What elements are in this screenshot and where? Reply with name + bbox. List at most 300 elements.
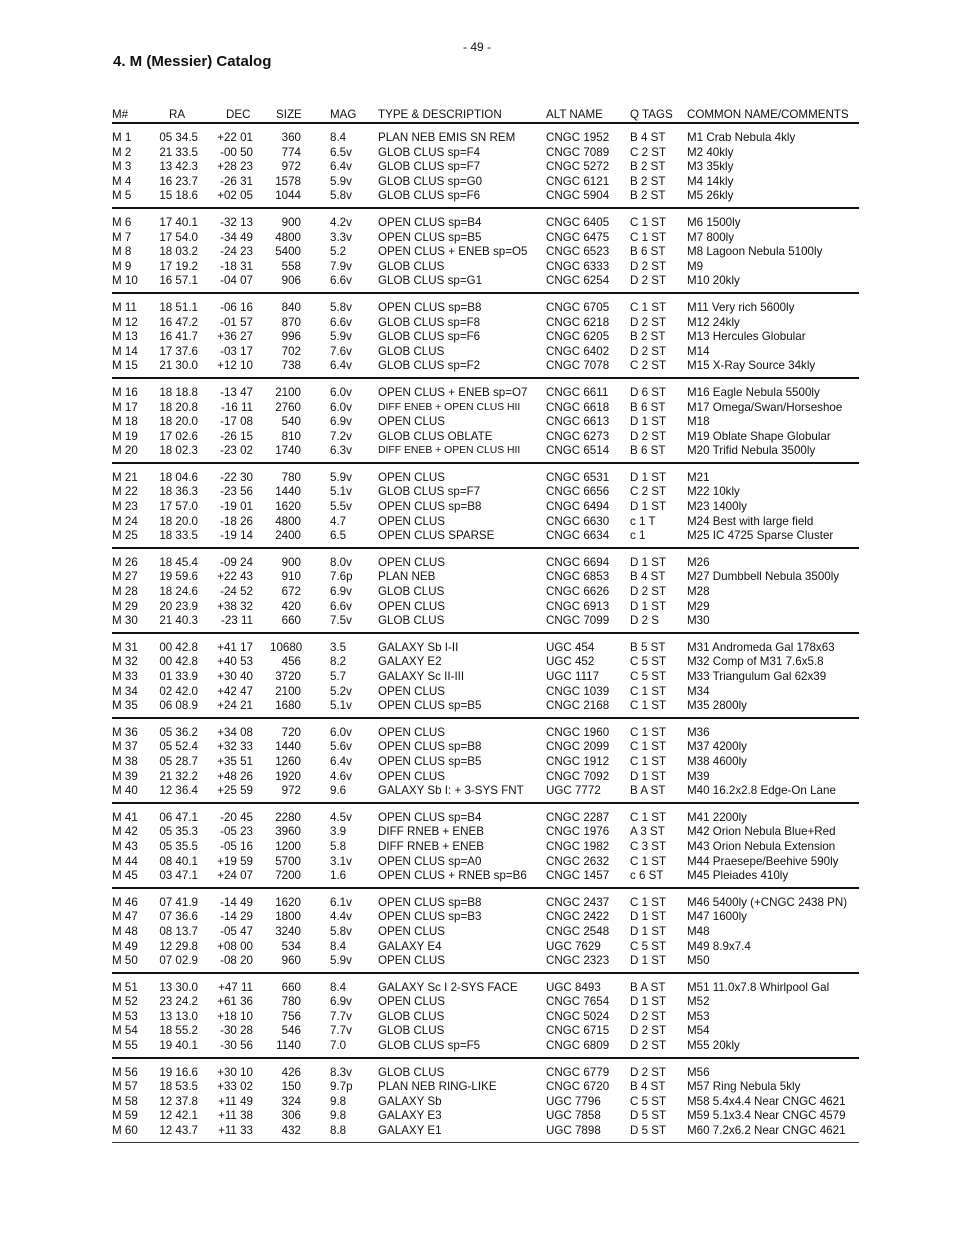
- cell-size: 3720: [275, 670, 301, 683]
- cell-type: GLOB CLUS: [378, 614, 445, 628]
- cell-ra: 17 57.0: [159, 500, 198, 514]
- cell-ra: 18 53.5: [159, 1080, 198, 1094]
- cell-mag: 8.4: [330, 939, 347, 953]
- table-group: [112, 1059, 859, 1143]
- cell-common-name: M29: [687, 599, 710, 613]
- cell-m-number: M 2: [112, 145, 132, 159]
- cell-ra: 05 35.5: [159, 839, 198, 853]
- cell-size: 972: [281, 784, 301, 798]
- table-row: [112, 444, 859, 459]
- cell-ra: 07 36.6: [159, 910, 198, 924]
- cell-type: DIFF RNEB + ENEB: [378, 825, 484, 839]
- cell-size: 870: [281, 315, 301, 329]
- cell-mag: 5.7: [330, 670, 347, 683]
- cell-m-number: M 8: [112, 245, 132, 259]
- cell-q-tags: B 4 ST: [630, 131, 666, 144]
- cell-type: GALAXY E4: [378, 939, 442, 953]
- cell-alt-name: CNGC 6809: [546, 1039, 610, 1053]
- table-row: [112, 175, 859, 190]
- cell-ra: 06 08.9: [159, 699, 198, 713]
- table-row: [112, 995, 859, 1010]
- cell-dec: +28 23: [217, 160, 253, 174]
- cell-m-number: M 53: [112, 1009, 138, 1023]
- cell-dec: -09 24: [220, 555, 253, 569]
- cell-type: OPEN CLUS sp=B5: [378, 754, 482, 768]
- cell-q-tags: C 1 ST: [630, 740, 667, 754]
- cell-dec: +48 26: [217, 769, 253, 783]
- header-alt-name: ALT NAME: [546, 108, 603, 121]
- table-row: [112, 1066, 859, 1081]
- cell-m-number: M 38: [112, 754, 138, 768]
- cell-q-tags: C 1 ST: [630, 215, 667, 229]
- cell-ra: 23 24.2: [159, 995, 198, 1009]
- cell-ra: 12 36.4: [159, 784, 198, 798]
- cell-type: GLOB CLUS sp=G0: [378, 174, 483, 188]
- cell-q-tags: C 1 ST: [630, 684, 667, 698]
- cell-m-number: M 35: [112, 699, 138, 713]
- cell-q-tags: C 1 ST: [630, 810, 667, 824]
- table-row: [112, 216, 859, 231]
- cell-m-number: M 43: [112, 839, 138, 853]
- table-row: [112, 699, 859, 714]
- cell-common-name: M3 35kly: [687, 160, 734, 174]
- table-group: [112, 124, 859, 209]
- cell-size: 534: [281, 939, 301, 953]
- cell-q-tags: C 1 ST: [630, 754, 667, 768]
- cell-type: OPEN CLUS: [378, 725, 446, 739]
- cell-common-name: M46 5400ly (+CNGC 2438 PN): [687, 895, 848, 909]
- cell-common-name: M28: [687, 585, 710, 599]
- cell-type: GLOB CLUS: [378, 1024, 445, 1038]
- cell-common-name: M60 7.2x6.2 Near CNGC 4621: [687, 1124, 846, 1138]
- cell-common-name: M33 Triangulum Gal 62x39: [687, 670, 827, 683]
- cell-mag: 4.4v: [330, 910, 352, 924]
- cell-q-tags: D 1 ST: [630, 415, 667, 429]
- cell-common-name: M41 2200ly: [687, 810, 747, 824]
- cell-dec: -01 57: [220, 315, 253, 329]
- table-row: [112, 910, 859, 925]
- cell-q-tags: B A ST: [630, 784, 666, 798]
- cell-alt-name: UGC 7629: [546, 939, 601, 953]
- cell-size: 1044: [275, 189, 301, 203]
- cell-alt-name: CNGC 6254: [546, 274, 610, 288]
- cell-type: PLAN NEB RING-LIKE: [378, 1080, 497, 1094]
- cell-ra: 00 42.8: [159, 640, 198, 654]
- cell-common-name: M6 1500ly: [687, 215, 741, 229]
- cell-size: 3960: [275, 825, 301, 839]
- cell-type: GALAXY E2: [378, 655, 442, 669]
- cell-m-number: M 52: [112, 995, 138, 1009]
- cell-common-name: M31 Andromeda Gal 178x63: [687, 640, 835, 654]
- cell-dec: -19 01: [220, 500, 253, 514]
- cell-dec: +18 10: [217, 1009, 253, 1023]
- cell-q-tags: B 2 ST: [630, 330, 666, 344]
- table-row: [112, 556, 859, 571]
- cell-alt-name: CNGC 6618: [546, 400, 610, 414]
- cell-q-tags: D 2 ST: [630, 1065, 667, 1079]
- cell-dec: -32 13: [220, 215, 253, 229]
- cell-mag: 5.2: [330, 245, 347, 259]
- cell-type: OPEN CLUS sp=A0: [378, 854, 482, 868]
- cell-size: 2400: [275, 529, 301, 543]
- cell-size: 1620: [275, 895, 301, 909]
- cell-alt-name: CNGC 2422: [546, 910, 610, 924]
- cell-ra: 06 47.1: [159, 810, 198, 824]
- cell-m-number: M 10: [112, 274, 138, 288]
- cell-common-name: M20 Trifid Nebula 3500ly: [687, 444, 816, 458]
- table-row: [112, 954, 859, 969]
- cell-alt-name: CNGC 6205: [546, 330, 610, 344]
- cell-q-tags: C 5 ST: [630, 655, 667, 669]
- cell-type: GLOB CLUS: [378, 1009, 445, 1023]
- cell-common-name: M26: [687, 555, 710, 569]
- header-mag: MAG: [330, 108, 357, 121]
- cell-m-number: M 16: [112, 385, 138, 399]
- cell-alt-name: UGC 1117: [546, 670, 600, 683]
- cell-mag: 7.5v: [330, 614, 352, 628]
- table-row: [112, 401, 859, 416]
- cell-size: 900: [281, 215, 301, 229]
- cell-common-name: M23 1400ly: [687, 500, 747, 514]
- cell-type: GLOB CLUS OBLATE: [378, 429, 493, 443]
- cell-ra: 16 57.1: [159, 274, 198, 288]
- cell-size: 996: [281, 330, 301, 344]
- cell-dec: -18 26: [220, 514, 253, 528]
- cell-size: 306: [281, 1109, 301, 1123]
- cell-size: 660: [281, 980, 301, 994]
- cell-ra: 08 13.7: [159, 924, 198, 938]
- cell-type: OPEN CLUS: [378, 555, 446, 569]
- cell-dec: +24 07: [217, 869, 253, 883]
- cell-type: GALAXY E1: [378, 1124, 442, 1138]
- cell-common-name: M51 11.0x7.8 Whirlpool Gal: [687, 980, 830, 994]
- cell-size: 360: [281, 131, 301, 144]
- cell-ra: 13 13.0: [159, 1009, 198, 1023]
- cell-mag: 5.1v: [330, 699, 352, 713]
- cell-ra: 13 30.0: [159, 980, 198, 994]
- cell-size: 1920: [275, 769, 301, 783]
- cell-m-number: M 49: [112, 939, 138, 953]
- table-row: [112, 386, 859, 401]
- table-row: [112, 231, 859, 246]
- cell-m-number: M 59: [112, 1109, 138, 1123]
- cell-dec: +35 51: [217, 754, 253, 768]
- cell-ra: 18 02.3: [159, 444, 198, 458]
- cell-alt-name: CNGC 6402: [546, 344, 610, 358]
- cell-mag: 8.0v: [330, 555, 352, 569]
- cell-size: 558: [281, 259, 301, 273]
- cell-mag: 3.9: [330, 825, 347, 839]
- cell-alt-name: CNGC 6626: [546, 585, 610, 599]
- cell-dec: +22 43: [217, 570, 253, 584]
- cell-m-number: M 44: [112, 854, 138, 868]
- cell-common-name: M13 Hercules Globular: [687, 330, 806, 344]
- cell-m-number: M 19: [112, 429, 138, 443]
- cell-common-name: M52: [687, 995, 710, 1009]
- cell-q-tags: c 1 T: [630, 514, 656, 528]
- cell-dec: +40 53: [217, 655, 253, 669]
- cell-m-number: M 20: [112, 444, 138, 458]
- table-row: [112, 316, 859, 331]
- cell-common-name: M9: [687, 259, 704, 273]
- cell-common-name: M56: [687, 1065, 710, 1079]
- cell-common-name: M11 Very rich 5600ly: [687, 300, 795, 314]
- cell-dec: +42 47: [217, 684, 253, 698]
- cell-dec: -17 08: [220, 415, 253, 429]
- cell-size: 702: [281, 344, 301, 358]
- table-group: [112, 634, 859, 719]
- cell-ra: 18 20.8: [159, 400, 198, 414]
- cell-mag: 4.5v: [330, 810, 352, 824]
- cell-dec: +30 40: [217, 670, 253, 683]
- cell-dec: -14 29: [220, 910, 253, 924]
- table-row: [112, 869, 859, 884]
- cell-alt-name: UGC 7898: [546, 1124, 601, 1138]
- cell-m-number: M 39: [112, 769, 138, 783]
- table-row: [112, 1010, 859, 1025]
- cell-alt-name: CNGC 6273: [546, 429, 610, 443]
- table-group: [112, 464, 859, 549]
- cell-size: 960: [281, 954, 301, 968]
- cell-common-name: M55 20kly: [687, 1039, 740, 1053]
- cell-mag: 5.1v: [330, 485, 352, 499]
- cell-mag: 6.1v: [330, 895, 352, 909]
- cell-m-number: M 31: [112, 640, 138, 654]
- cell-size: 840: [281, 300, 301, 314]
- table-row: [112, 471, 859, 486]
- cell-alt-name: CNGC 6405: [546, 215, 610, 229]
- cell-dec: -23 02: [220, 444, 253, 458]
- cell-size: 2760: [275, 400, 301, 414]
- cell-dec: +24 21: [217, 699, 253, 713]
- cell-dec: -30 56: [220, 1039, 253, 1053]
- cell-mag: 7.6v: [330, 344, 352, 358]
- cell-common-name: M40 16.2x2.8 Edge-On Lane: [687, 784, 836, 798]
- header-common-name: COMMON NAME/COMMENTS: [687, 108, 849, 121]
- cell-common-name: M22 10kly: [687, 485, 740, 499]
- cell-alt-name: CNGC 6475: [546, 230, 610, 244]
- cell-ra: 05 35.3: [159, 825, 198, 839]
- cell-q-tags: B 2 ST: [630, 160, 666, 174]
- cell-size: 3240: [275, 924, 301, 938]
- table-group: [112, 294, 859, 379]
- cell-alt-name: CNGC 5904: [546, 189, 610, 203]
- cell-common-name: M45 Pleiades 410ly: [687, 869, 789, 883]
- cell-dec: +11 33: [218, 1124, 253, 1138]
- cell-mag: 4.2v: [330, 215, 352, 229]
- table-header: [112, 107, 859, 124]
- table-row: [112, 740, 859, 755]
- cell-common-name: M14: [687, 344, 710, 358]
- cell-q-tags: B 6 ST: [630, 444, 666, 458]
- cell-ra: 02 42.0: [159, 684, 198, 698]
- cell-type: OPEN CLUS sp=B5: [378, 699, 482, 713]
- header-dec: DEC: [226, 108, 251, 121]
- cell-common-name: M53: [687, 1009, 710, 1023]
- cell-q-tags: D 2 ST: [630, 429, 667, 443]
- header-ra: RA: [169, 108, 186, 121]
- table-row: [112, 685, 859, 700]
- cell-size: 672: [281, 585, 301, 599]
- cell-alt-name: CNGC 1960: [546, 725, 610, 739]
- cell-common-name: M38 4600ly: [687, 754, 747, 768]
- cell-mag: 7.9v: [330, 259, 352, 273]
- cell-size: 420: [281, 599, 301, 613]
- cell-size: 2100: [275, 684, 301, 698]
- cell-q-tags: D 6 ST: [630, 385, 667, 399]
- cell-m-number: M 14: [112, 344, 138, 358]
- cell-dec: -18 31: [220, 259, 253, 273]
- cell-alt-name: CNGC 6514: [546, 444, 610, 458]
- cell-type: GLOB CLUS sp=F6: [378, 330, 481, 344]
- table-row: [112, 755, 859, 770]
- cell-mag: 6.0v: [330, 725, 352, 739]
- cell-size: 7200: [275, 869, 301, 883]
- cell-common-name: M18: [687, 415, 710, 429]
- cell-alt-name: CNGC 7099: [546, 614, 610, 628]
- cell-size: 5400: [275, 245, 301, 259]
- cell-common-name: M12 24kly: [687, 315, 740, 329]
- cell-common-name: M57 Ring Nebula 5kly: [687, 1080, 801, 1094]
- cell-m-number: M 50: [112, 954, 138, 968]
- cell-alt-name: UGC 454: [546, 640, 595, 654]
- cell-common-name: M34: [687, 684, 710, 698]
- cell-type: GALAXY Sb: [378, 1094, 442, 1108]
- cell-common-name: M43 Orion Nebula Extension: [687, 839, 836, 853]
- cell-dec: +38 32: [217, 599, 253, 613]
- table-row: [112, 940, 859, 955]
- cell-mag: 5.8v: [330, 924, 352, 938]
- cell-type: OPEN CLUS sp=B8: [378, 895, 482, 909]
- cell-type: OPEN CLUS: [378, 470, 446, 484]
- cell-alt-name: CNGC 2287: [546, 810, 610, 824]
- cell-type: GLOB CLUS sp=F4: [378, 145, 481, 159]
- cell-ra: 21 30.0: [159, 359, 198, 373]
- table-row: [112, 770, 859, 785]
- cell-size: 1200: [275, 839, 301, 853]
- cell-alt-name: CNGC 6613: [546, 415, 610, 429]
- cell-ra: 16 23.7: [159, 174, 198, 188]
- cell-dec: -05 16: [220, 839, 253, 853]
- cell-common-name: M17 Omega/Swan/Horseshoe: [687, 400, 843, 414]
- cell-m-number: M 37: [112, 740, 138, 754]
- cell-mag: 9.8: [330, 1094, 347, 1108]
- cell-ra: 12 43.7: [159, 1124, 198, 1138]
- cell-common-name: M8 Lagoon Nebula 5100ly: [687, 245, 823, 259]
- cell-q-tags: C 1 ST: [630, 895, 667, 909]
- cell-size: 540: [281, 415, 301, 429]
- cell-type: OPEN CLUS: [378, 924, 446, 938]
- cell-mag: 4.7: [330, 514, 347, 528]
- cell-m-number: M 23: [112, 500, 138, 514]
- cell-mag: 4.6v: [330, 769, 352, 783]
- cell-dec: -00 50: [220, 145, 253, 159]
- cell-alt-name: CNGC 2437: [546, 895, 610, 909]
- cell-m-number: M 30: [112, 614, 138, 628]
- table-row: [112, 811, 859, 826]
- table-row: [112, 981, 859, 996]
- cell-q-tags: c 6 ST: [630, 869, 664, 883]
- cell-m-number: M 26: [112, 555, 138, 569]
- cell-m-number: M 3: [112, 160, 132, 174]
- cell-m-number: M 41: [112, 810, 138, 824]
- cell-m-number: M 9: [112, 259, 132, 273]
- cell-ra: 19 40.1: [159, 1039, 198, 1053]
- table-row: [112, 146, 859, 161]
- cell-dec: +61 36: [217, 995, 253, 1009]
- cell-type: DIFF ENEB + OPEN CLUS HII: [378, 445, 521, 457]
- cell-dec: +47 11: [218, 980, 253, 994]
- cell-ra: 18 20.0: [159, 514, 198, 528]
- cell-m-number: M 42: [112, 825, 138, 839]
- cell-mag: 6.5: [330, 529, 347, 543]
- cell-ra: 12 37.8: [159, 1094, 198, 1108]
- cell-alt-name: CNGC 1039: [546, 684, 610, 698]
- cell-size: 738: [281, 359, 301, 373]
- cell-mag: 8.3v: [330, 1065, 352, 1079]
- cell-mag: 1.6: [330, 869, 347, 883]
- cell-ra: 03 47.1: [159, 869, 198, 883]
- table-group: [112, 209, 859, 294]
- cell-type: OPEN CLUS sp=B4: [378, 215, 482, 229]
- cell-mag: 6.0v: [330, 385, 352, 399]
- cell-m-number: M 33: [112, 670, 138, 683]
- cell-q-tags: B 4 ST: [630, 1080, 666, 1094]
- table-row: [112, 1109, 859, 1124]
- cell-type: DIFF RNEB + ENEB: [378, 839, 484, 853]
- table-row: [112, 641, 859, 656]
- cell-alt-name: CNGC 6218: [546, 315, 610, 329]
- cell-alt-name: UGC 452: [546, 655, 595, 669]
- cell-dec: -06 16: [220, 300, 253, 314]
- cell-ra: 17 54.0: [159, 230, 198, 244]
- cell-common-name: M16 Eagle Nebula 5500ly: [687, 385, 820, 399]
- cell-size: 426: [281, 1065, 301, 1079]
- cell-dec: +33 02: [217, 1080, 253, 1094]
- cell-type: OPEN CLUS: [378, 415, 446, 429]
- cell-m-number: M 13: [112, 330, 138, 344]
- cell-common-name: M35 2800ly: [687, 699, 747, 713]
- cell-alt-name: CNGC 5024: [546, 1009, 610, 1023]
- messier-catalog-table: [112, 107, 859, 1143]
- cell-alt-name: CNGC 2548: [546, 924, 610, 938]
- cell-alt-name: CNGC 6656: [546, 485, 610, 499]
- cell-common-name: M48: [687, 924, 710, 938]
- cell-alt-name: CNGC 1976: [546, 825, 610, 839]
- table-row: [112, 784, 859, 799]
- table-row: [112, 301, 859, 316]
- cell-size: 906: [281, 274, 301, 288]
- cell-common-name: M19 Oblate Shape Globular: [687, 429, 831, 443]
- cell-m-number: M 24: [112, 514, 138, 528]
- cell-mag: 5.8v: [330, 300, 352, 314]
- cell-size: 1740: [275, 444, 301, 458]
- cell-dec: -14 49: [220, 895, 253, 909]
- cell-type: OPEN CLUS sp=B8: [378, 500, 482, 514]
- cell-m-number: M 56: [112, 1065, 138, 1079]
- cell-mag: 6.6v: [330, 315, 352, 329]
- cell-q-tags: D 1 ST: [630, 769, 667, 783]
- cell-size: 4800: [275, 514, 301, 528]
- cell-alt-name: CNGC 6913: [546, 599, 610, 613]
- cell-m-number: M 40: [112, 784, 138, 798]
- cell-size: 910: [281, 570, 301, 584]
- cell-m-number: M 45: [112, 869, 138, 883]
- cell-mag: 7.2v: [330, 429, 352, 443]
- table-row: [112, 1039, 859, 1054]
- cell-type: OPEN CLUS: [378, 995, 446, 1009]
- cell-size: 972: [281, 160, 301, 174]
